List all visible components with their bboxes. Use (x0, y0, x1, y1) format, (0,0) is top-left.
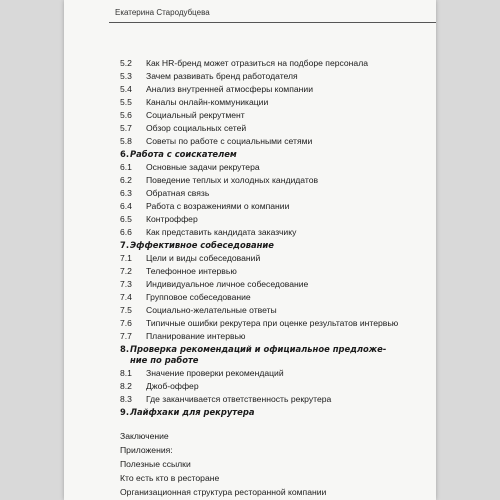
toc-title: Анализ внутренней атмосферы компании (146, 84, 313, 94)
toc-title: Обзор социальных сетей (146, 123, 247, 133)
toc-title: Зачем развивать бренд работодателя (146, 71, 298, 81)
toc-title: Социально-желательные ответы (146, 305, 277, 315)
toc-number: 5.7 (120, 123, 132, 133)
toc-chapter-number: 7. (120, 240, 130, 250)
toc-number: 6.5 (120, 214, 132, 224)
toc-number: 7.5 (120, 305, 132, 315)
toc-title: Типичные ошибки рекрутера при оценке результатов интервью (146, 318, 399, 328)
toc-number: 7.4 (120, 292, 132, 302)
toc-chapter-number: 9. (120, 407, 130, 417)
toc-number: 7.7 (120, 331, 132, 341)
toc-title: Поведение теплых и холодных кандидатов (146, 175, 319, 185)
toc-conclusion-text: Заключение (120, 431, 169, 441)
toc-number: 5.8 (120, 136, 132, 146)
toc-chapter-title-continued: ние по работе (130, 355, 199, 365)
toc-title: Групповое собеседование (146, 292, 251, 302)
toc-number: 8.2 (120, 381, 132, 391)
toc-title: Где заканчивается ответственность рекрутера (146, 394, 332, 404)
toc-number: 5.5 (120, 97, 132, 107)
toc-number: 6.3 (120, 188, 132, 198)
toc-chapter-title: Лайфхаки для рекрутера (130, 407, 255, 417)
toc-number: 6.6 (120, 227, 132, 237)
toc-number: 7.2 (120, 266, 132, 276)
toc-title: Советы по работе с социальными сетями (146, 136, 313, 146)
toc-number: 5.3 (120, 71, 132, 81)
running-header-author: Екатерина Стародубцева (115, 8, 210, 17)
toc-links-text: Полезные ссылки (120, 459, 191, 469)
toc-number: 8.1 (120, 368, 132, 378)
book-page (64, 0, 436, 500)
toc-number: 7.3 (120, 279, 132, 289)
toc-number: 7.6 (120, 318, 132, 328)
toc-number: 6.1 (120, 162, 132, 172)
toc-title: Контроффер (146, 214, 198, 224)
toc-title: Цели и виды собеседований (146, 253, 261, 263)
toc-title: Телефонное интервью (146, 266, 237, 276)
header-rule (109, 22, 436, 23)
toc-number: 6.4 (120, 201, 132, 211)
toc-title: Как представить кандидата заказчику (146, 227, 297, 237)
toc-number: 5.4 (120, 84, 132, 94)
toc-title: Обратная связь (146, 188, 210, 198)
toc-number: 5.2 (120, 58, 132, 68)
toc-title: Планирование интервью (146, 331, 246, 341)
toc-title: Социальный рекрутмент (146, 110, 245, 120)
toc-title: Джоб-оффер (146, 381, 199, 391)
toc-appendices-text: Приложения: (120, 445, 173, 455)
toc-number: 7.1 (120, 253, 132, 263)
toc-number: 6.2 (120, 175, 132, 185)
toc-chapter-title: Проверка рекомендаций и официальное предложе- (130, 344, 387, 354)
toc-title: Основные задачи рекрутера (146, 162, 260, 172)
toc-title: Работа с возражениями о компании (146, 201, 290, 211)
toc-structure-text: Организационная структура ресторанной компании (120, 487, 327, 497)
toc-chapter-number: 6. (120, 149, 130, 159)
toc-chapter-title: Работа с соискателем (130, 149, 237, 159)
toc-title: Значение проверки рекомендаций (146, 368, 284, 378)
toc-title: Как HR-бренд может отразиться на подборе персонала (146, 58, 368, 68)
toc-who-text: Кто есть кто в ресторане (120, 473, 220, 483)
toc-title: Каналы онлайн-коммуникации (146, 97, 269, 107)
toc-chapter-number: 8. (120, 344, 130, 354)
toc-number: 5.6 (120, 110, 132, 120)
toc-number: 8.3 (120, 394, 132, 404)
toc-title: Индивидуальное личное собеседование (146, 279, 309, 289)
toc-chapter-title: Эффективное собеседование (130, 240, 274, 250)
